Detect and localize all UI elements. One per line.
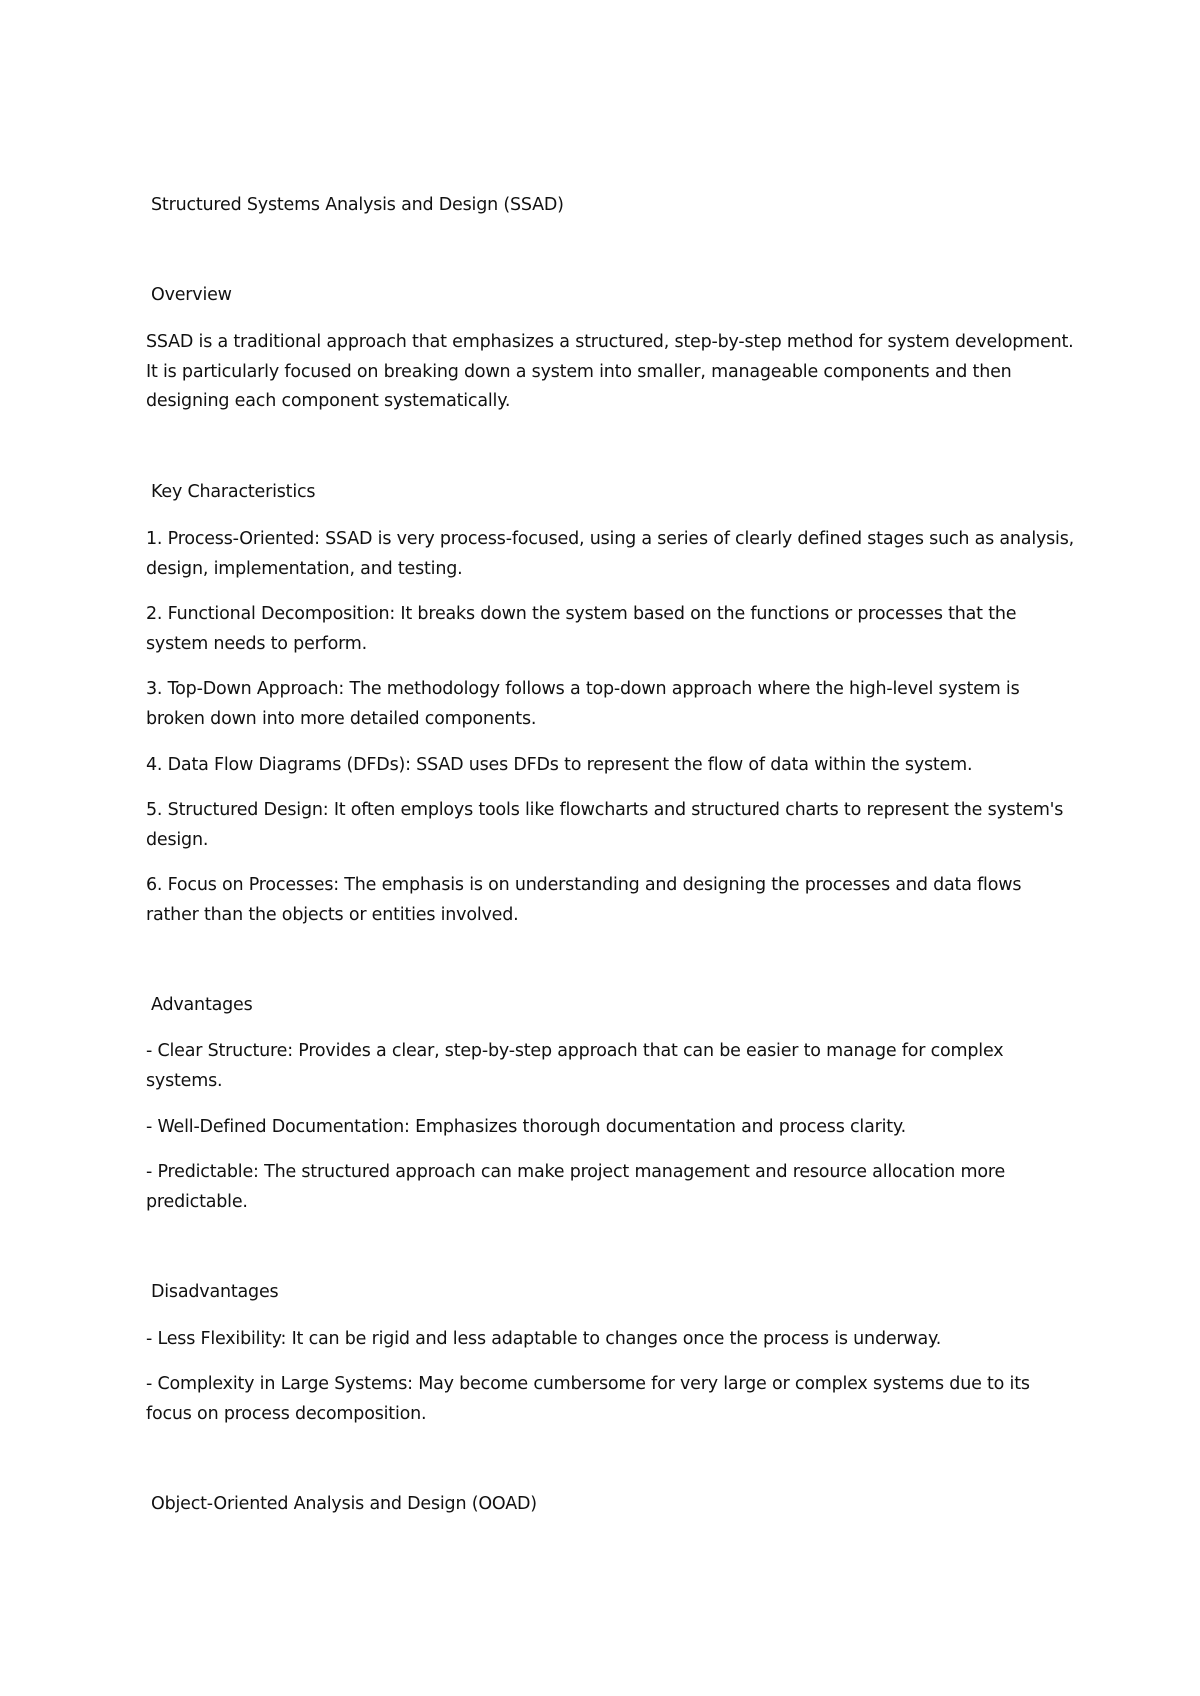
key-characteristic-item: 5. Structured Design: It often employs tools like flowcharts and structured charts to represent the system's design. — [146, 800, 1064, 850]
key-characteristic-item: 4. Data Flow Diagrams (DFDs): SSAD uses DFDs to represent the flow of data within the system. — [146, 755, 973, 775]
key-characteristic-item: 2. Functional Decomposition: It breaks down the system based on the functions or processes that the system needs to perform. — [146, 604, 1017, 654]
key-characteristic-item: 6. Focus on Processes: The emphasis is on understanding and designing the processes and data flows rather than the objects or entities involved. — [146, 875, 1022, 925]
overview-heading: Overview — [151, 285, 232, 305]
disadvantage-item: - Complexity in Large Systems: May become cumbersome for very large or complex systems due to its focus on process decomposition. — [146, 1374, 1030, 1424]
key-characteristic-item: 3. Top-Down Approach: The methodology follows a top-down approach where the high-level system is broken down into more detailed components. — [146, 679, 1020, 729]
advantage-item: - Predictable: The structured approach can make project management and resource allocation more predictable. — [146, 1162, 1006, 1212]
key-characteristic-item: 1. Process-Oriented: SSAD is very process-focused, using a series of clearly defined stages such as analysis, design, implementation, and testing. — [146, 529, 1075, 579]
document-title: Structured Systems Analysis and Design (SSAD) — [151, 195, 564, 215]
disadvantages-heading: Disadvantages — [151, 1282, 279, 1302]
advantage-item: - Well-Defined Documentation: Emphasizes thorough documentation and process clarity. — [146, 1117, 906, 1137]
overview-paragraph: SSAD is a traditional approach that emphasizes a structured, step-by-step method for system development. It is particularly focused on breaking down a system into smaller, manageable components and then designing each component systematically. — [146, 332, 1074, 411]
advantage-item: - Clear Structure: Provides a clear, step-by-step approach that can be easier to manage for complex systems. — [146, 1041, 1004, 1091]
disadvantage-item: - Less Flexibility: It can be rigid and less adaptable to changes once the process is underway. — [146, 1329, 942, 1349]
key-characteristics-heading: Key Characteristics — [151, 482, 316, 502]
next-section-title: Object-Oriented Analysis and Design (OOAD) — [151, 1494, 537, 1514]
advantages-heading: Advantages — [151, 995, 253, 1015]
